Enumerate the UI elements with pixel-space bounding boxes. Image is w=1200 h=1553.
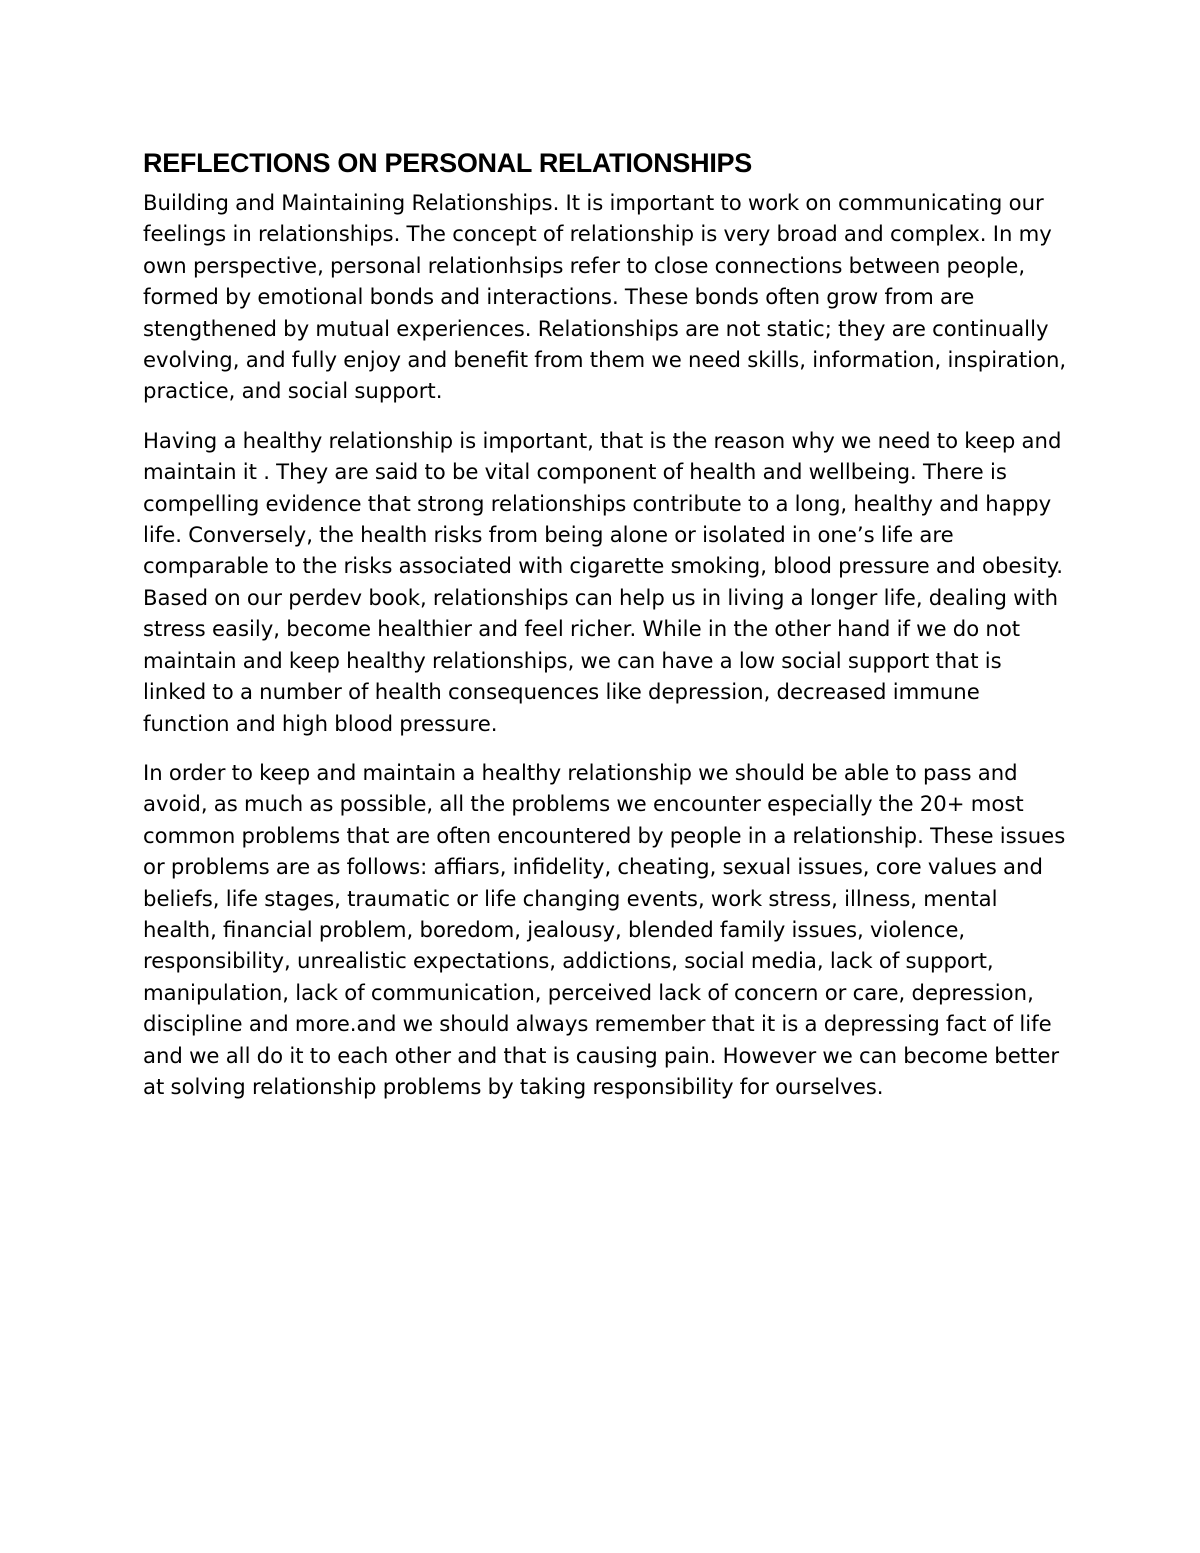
paragraph-building-relationships: Building and Maintaining Relationships. It is important to work on communicating our feelings in relationships. The concept of relationship is very broad and complex. In my own perspective, personal relationhsips refer to close connections between people, formed by emotional bonds and interactions. These bonds often grow from are stengthened by mutual experiences. Relationships are not static; they are continually evolving, and fully enjoy and benefit from them we need skills, information, inspiration, practice, and social support.: [143, 190, 1067, 404]
document-title: REFLECTIONS ON PERSONAL RELATIONSHIPS: [143, 148, 752, 178]
paragraph-common-problems: In order to keep and maintain a healthy relationship we should be able to pass and avoid, as much as possible, all the problems we encounter especially the 20+ most common problems that are often encountered by people in a relationship. These issues or problems are as follows: affiars, infidelity, cheating, sexual issues, core values and beliefs, life stages, traumatic or life changing events, work stress, illness, mental health, financial problem, boredom, jealousy, blended family issues, violence, responsibility, unrealistic expectations, addictions, social media, lack of support, manipulation, lack of communication, perceived lack of concern or care, depression, discipline and more.and we should always remember that it is a depressing fact of life and we all do it to each other and that is causing pain. However we can become better at solving relationship problems by taking responsibility for ourselves.: [143, 759, 1066, 1099]
paragraph-healthy-relationship: Having a healthy relationship is important, that is the reason why we need to keep and maintain it . They are said to be vital component of health and wellbeing. There is compelling evidence that strong relationships contribute to a long, healthy and happy life. Conversely, the health risks from being alone or isolated in one’s life are comparable to the risks associated with cigarette smoking, blood pressure and obesity. Based on our perdev book, relationships can help us in living a longer life, dealing with stress easily, become healthier and feel richer. While in the other hand if we do not maintain and keep healthy relationships, we can have a low social support that is linked to a number of health consequences like depression, decreased immune function and high blood pressure.: [143, 427, 1063, 736]
document-body: [143, 143, 1068, 1120]
